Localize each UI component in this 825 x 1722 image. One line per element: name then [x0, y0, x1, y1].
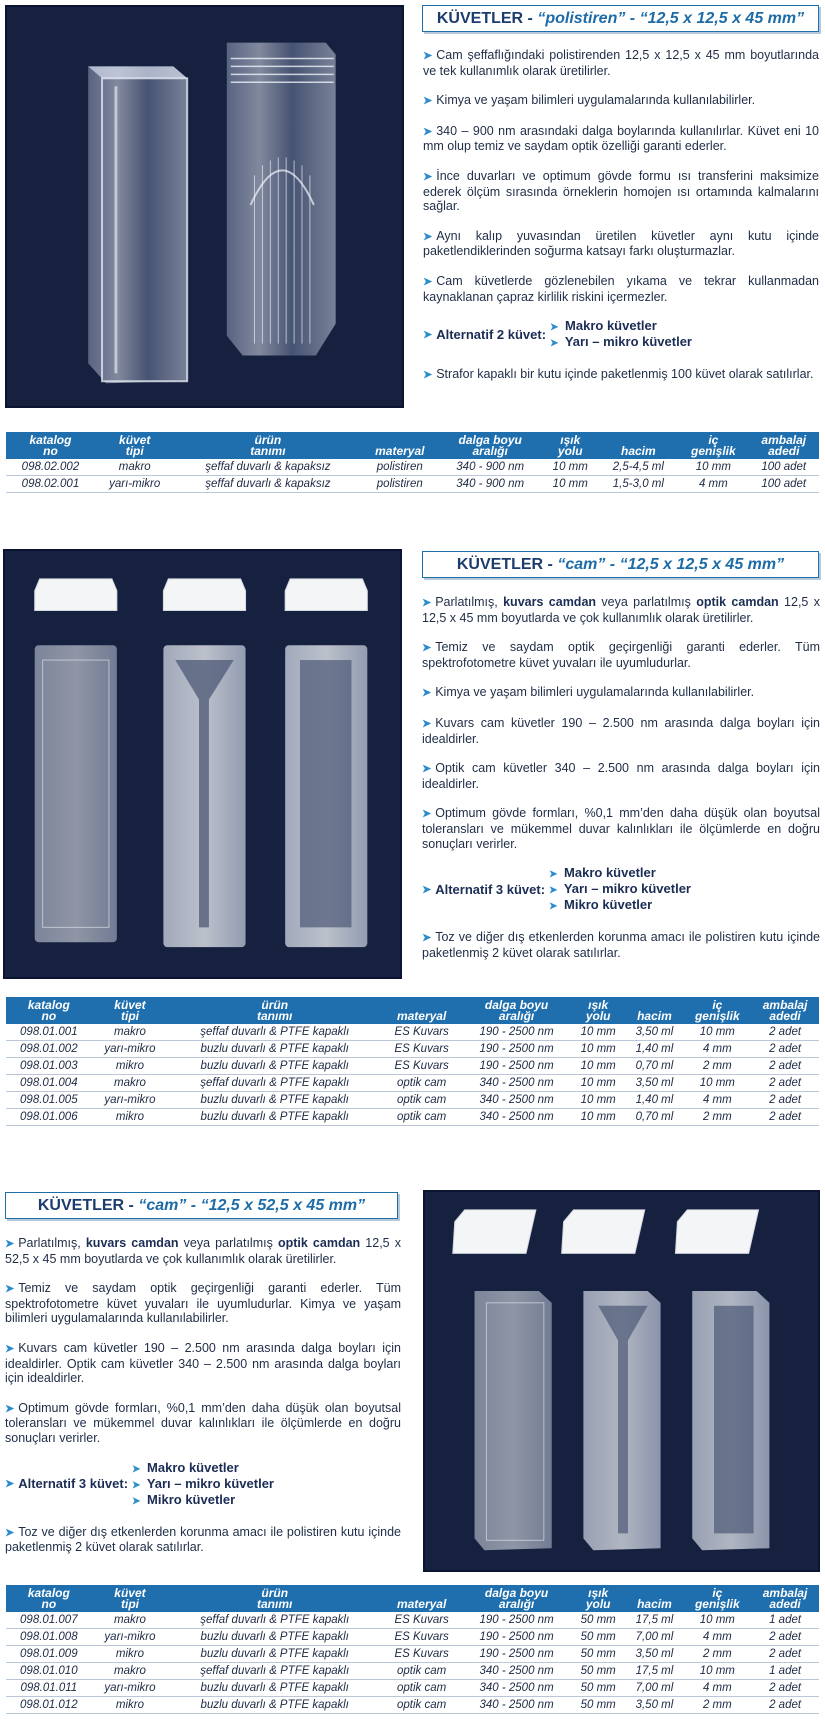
cell-wavelength-range: 190 - 2500 nm [462, 1024, 571, 1041]
header-light-path: ışık yolu [571, 1585, 625, 1612]
table-row [6, 1663, 819, 1680]
header-inner-width: iç genişlik [678, 432, 748, 459]
alternatives [5, 1461, 401, 1509]
cell-wavelength-range: 190 - 2500 nm [462, 1646, 571, 1663]
header-material: materyal [381, 997, 462, 1024]
cell-light-path: 50 mm [571, 1680, 625, 1697]
cell-material: ES Kuvars [381, 1058, 462, 1075]
cell-light-path: 50 mm [571, 1646, 625, 1663]
alternative-option: ➤ Makro küvetler [549, 865, 656, 881]
cell-product-description: şeffaf duvarlı & PTFE kapaklı [168, 1075, 381, 1092]
cell-wavelength-range: 190 - 2500 nm [462, 1629, 571, 1646]
alternatives [423, 319, 819, 351]
cell-volume: 3,50 ml [625, 1075, 683, 1092]
feature-item: ➤ Kimya ve yaşam bilimleri uygulamalarında kullanılabilirler. [422, 685, 755, 700]
cell-cuvette-type: makro [92, 1663, 169, 1680]
feature-item: ➤ Kuvars cam küvetler 190 – 2.500 nm arasında dalga boyları için idealdirler. [422, 715, 820, 746]
arrow-icon: ➤ [422, 597, 432, 609]
cell-material: optik cam [381, 1697, 462, 1714]
cell-light-path: 50 mm [571, 1663, 625, 1680]
cell-catalog-no: 098.01.003 [6, 1058, 92, 1075]
arrow-icon: ➤ [423, 230, 433, 243]
cell-product-description: şeffaf duvarlı & PTFE kapaklı [168, 1663, 381, 1680]
arrow-icon: ➤ [422, 763, 432, 776]
cell-package-qty: 100 adet [748, 459, 819, 476]
header-product-description: ürün tanımı [168, 997, 381, 1024]
cell-catalog-no: 098.01.007 [6, 1612, 92, 1629]
cell-package-qty: 2 adet [751, 1041, 819, 1058]
arrow-icon: ➤ [423, 369, 433, 382]
cell-wavelength-range: 190 - 2500 nm [462, 1058, 571, 1075]
alternatives-label: Alternatif 2 küvet: [436, 326, 547, 342]
arrow-icon: ➤ [423, 125, 433, 138]
table-row [6, 1680, 819, 1697]
arrow-icon: ➤ [422, 687, 432, 700]
header-inner-width: iç genişlik [683, 997, 751, 1024]
table-row [6, 476, 819, 493]
cell-material: ES Kuvars [381, 1612, 462, 1629]
cell-material: ES Kuvars [381, 1646, 462, 1663]
header-package-qty: ambalaj adedi [751, 997, 819, 1024]
table-row [6, 1646, 819, 1663]
cell-wavelength-range: 340 - 2500 nm [462, 1680, 571, 1697]
cell-wavelength-range: 340 - 2500 nm [462, 1075, 571, 1092]
cell-volume: 7,00 ml [625, 1629, 683, 1646]
cell-product-description: şeffaf duvarlı & kapaksız [175, 459, 362, 476]
header-material: materyal [381, 1585, 462, 1612]
feature-item: ➤ İnce duvarları ve optimum gövde formu ısı transferini maksimize ederek ölçüm sırasında örneklerin homojen ısı ortamında kalmalarını sağlar. [423, 168, 819, 214]
cell-light-path: 10 mm [571, 1075, 625, 1092]
cell-volume: 0,70 ml [625, 1109, 683, 1126]
cell-wavelength-range: 340 - 900 nm [438, 459, 542, 476]
cell-catalog-no: 098.01.009 [6, 1646, 92, 1663]
alternative-option: ➤ Makro küvetler [132, 1459, 239, 1475]
arrow-icon: ➤ [5, 1283, 15, 1296]
cuvette-image [425, 1192, 818, 1570]
feature-item: ➤ Aynı kalıp yuvasından üretilen küvetler aynı kutu içinde paketlendiklerinden soğurma katsayı farkı oluşturmazlar. [423, 228, 819, 259]
arrow-icon: ➤ [5, 1402, 15, 1415]
cell-catalog-no: 098.01.010 [6, 1663, 92, 1680]
feature-item: ➤ Optik cam küvetler 340 – 2.500 nm arasında dalga boyları için idealdirler. [422, 761, 820, 791]
cell-package-qty: 2 adet [751, 1697, 819, 1714]
cell-cuvette-type: yarı-mikro [92, 1629, 169, 1646]
cell-product-description: buzlu duvarlı & PTFE kapaklı [168, 1680, 381, 1697]
cuvette-image [5, 551, 400, 977]
cell-inner-width: 2 mm [683, 1109, 751, 1126]
cell-light-path: 10 mm [571, 1092, 625, 1109]
cuvette-image [7, 7, 402, 406]
arrow-icon: ➤ [422, 932, 432, 945]
cell-cuvette-type: makro [92, 1024, 169, 1041]
header-catalog-no: katalog no [6, 997, 92, 1024]
arrow-icon: ➤ [423, 95, 433, 108]
table-row [6, 1092, 819, 1109]
cell-light-path: 50 mm [571, 1697, 625, 1714]
spec-table [6, 997, 819, 1126]
arrow-icon: ➤ [5, 1478, 15, 1491]
cell-cuvette-type: mikro [92, 1058, 169, 1075]
cell-wavelength-range: 340 - 2500 nm [462, 1663, 571, 1680]
spec-table [6, 432, 819, 493]
cell-catalog-no: 098.02.001 [6, 476, 95, 493]
cell-light-path: 50 mm [571, 1629, 625, 1646]
header-light-path: ışık yolu [571, 997, 625, 1024]
alternative-option: ➤ Mikro küvetler [549, 897, 653, 913]
feature-item: ➤ 340 – 900 nm arasındaki dalga boylarında kullanılırlar. Küvet eni 10 mm olup temiz ve saydam optik özelliği garanti ederler. [423, 123, 819, 154]
arrow-icon: ➤ [5, 1342, 15, 1355]
cell-inner-width: 4 mm [683, 1041, 751, 1058]
cell-volume: 0,70 ml [625, 1058, 683, 1075]
cell-volume: 3,50 ml [625, 1646, 683, 1663]
cell-catalog-no: 098.01.001 [6, 1024, 92, 1041]
cell-package-qty: 100 adet [748, 476, 819, 493]
cell-catalog-no: 098.01.008 [6, 1629, 92, 1646]
feature-list [5, 1236, 401, 1570]
cell-material: optik cam [381, 1075, 462, 1092]
header-wavelength-range: dalga boyu aralığı [462, 1585, 571, 1612]
cell-light-path: 10 mm [571, 1058, 625, 1075]
cell-inner-width: 4 mm [683, 1680, 751, 1697]
feature-list [423, 48, 819, 398]
cell-product-description: buzlu duvarlı & PTFE kapaklı [168, 1646, 381, 1663]
cell-product-description: buzlu duvarlı & PTFE kapaklı [168, 1092, 381, 1109]
header-package-qty: ambalaj adedi [751, 1585, 819, 1612]
cell-volume: 3,50 ml [625, 1024, 683, 1041]
feature-item: ➤ Cam şeffaflığındaki polistirenden 12,5 x 12,5 x 45 mm boyutlarında ve tek kullanımlık olarak üretilirler. [423, 48, 819, 78]
cell-inner-width: 4 mm [678, 476, 748, 493]
arrow-icon: ➤ [422, 717, 432, 730]
arrow-icon: ➤ [5, 1526, 15, 1539]
cell-inner-width: 2 mm [683, 1058, 751, 1075]
alternative-option: ➤ Yarı – mikro küvetler [132, 1475, 274, 1491]
cell-cuvette-type: makro [92, 1612, 169, 1629]
cell-package-qty: 2 adet [751, 1024, 819, 1041]
arrow-icon: ➤ [423, 50, 433, 62]
cell-volume: 17,5 ml [625, 1612, 683, 1629]
header-volume: hacim [599, 432, 679, 459]
table-row [6, 459, 819, 476]
cell-volume: 17,5 ml [625, 1663, 683, 1680]
alternatives-label: Alternatif 3 küvet: [18, 1476, 129, 1492]
arrow-icon: ➤ [423, 328, 433, 341]
header-cuvette-type: küvet tipi [92, 1585, 169, 1612]
cell-cuvette-type: mikro [92, 1697, 169, 1714]
section-cam-52-5 [0, 1180, 825, 1722]
cell-light-path: 50 mm [571, 1612, 625, 1629]
cell-cuvette-type: yarı-mikro [92, 1092, 169, 1109]
cell-volume: 3,50 ml [625, 1697, 683, 1714]
cell-catalog-no: 098.01.004 [6, 1075, 92, 1092]
feature-item: ➤ Toz ve diğer dış etkenlerden korunma amacı ile polistiren kutu içinde paketlenmiş 2 küvet olarak satılırlar. [5, 1524, 401, 1555]
table-row [6, 1058, 819, 1075]
table-row [6, 1697, 819, 1714]
alternative-option: ➤ Yarı – mikro küvetler [550, 334, 692, 350]
cell-wavelength-range: 190 - 2500 nm [462, 1041, 571, 1058]
cell-package-qty: 2 adet [751, 1058, 819, 1075]
cell-catalog-no: 098.01.006 [6, 1109, 92, 1126]
arrow-icon: ➤ [422, 642, 432, 655]
header-volume: hacim [625, 997, 683, 1024]
cell-inner-width: 10 mm [683, 1663, 751, 1680]
cell-volume: 2,5-4,5 ml [599, 459, 679, 476]
cell-material: polistiren [361, 459, 438, 476]
feature-list [422, 595, 820, 975]
cell-product-description: şeffaf duvarlı & kapaksız [175, 476, 362, 493]
header-package-qty: ambalaj adedi [748, 432, 819, 459]
header-inner-width: iç genişlik [683, 1585, 751, 1612]
header-catalog-no: katalog no [6, 1585, 92, 1612]
feature-item: ➤ Toz ve diğer dış etkenlerden korunma amacı ile polistiren kutu içinde paketlenmiş 2 küvet olarak satılırlar. [422, 930, 820, 960]
cell-material: optik cam [381, 1680, 462, 1697]
product-photo-polystyrene [5, 5, 404, 408]
header-wavelength-range: dalga boyu aralığı [438, 432, 542, 459]
cell-package-qty: 2 adet [751, 1646, 819, 1663]
feature-item: ➤ Optimum gövde formları, %0,1 mm’den daha düşük olan boyutsal toleransları ve mükemmel duvar kalınlıkları ile ölçümlerde en doğru sonuçları verirler. [422, 806, 820, 851]
cell-catalog-no: 098.01.012 [6, 1697, 92, 1714]
cell-package-qty: 2 adet [751, 1680, 819, 1697]
cell-cuvette-type: makro [92, 1075, 169, 1092]
header-cuvette-type: küvet tipi [92, 997, 169, 1024]
feature-item: ➤ Temiz ve saydam optik geçirgenliği garanti ederler. Tüm spektrofotometre küvet yuvaları ile uyumludurlar. Kimya ve yaşam bilimleri uygulamalarında kullanılabilirler. [5, 1281, 401, 1326]
product-photo-glass-large [423, 1190, 820, 1572]
section-title: KÜVETLER - “cam” - “12,5 x 12,5 x 45 mm” [422, 551, 819, 578]
cell-package-qty: 1 adet [751, 1663, 819, 1680]
spec-table [6, 1585, 819, 1714]
cell-product-description: buzlu duvarlı & PTFE kapaklı [168, 1109, 381, 1126]
cell-package-qty: 2 adet [751, 1092, 819, 1109]
section-cam-12-5 [0, 545, 825, 1145]
cell-catalog-no: 098.01.005 [6, 1092, 92, 1109]
cell-wavelength-range: 340 - 900 nm [438, 476, 542, 493]
cell-product-description: şeffaf duvarlı & PTFE kapaklı [168, 1612, 381, 1629]
section-title: KÜVETLER - “cam” - “12,5 x 52,5 x 45 mm” [5, 1192, 398, 1219]
header-volume: hacim [625, 1585, 683, 1612]
cell-wavelength-range: 340 - 2500 nm [462, 1092, 571, 1109]
cell-material: optik cam [381, 1092, 462, 1109]
arrow-icon: ➤ [423, 170, 433, 183]
arrow-icon: ➤ [422, 883, 432, 896]
table-row [6, 1109, 819, 1126]
feature-item: ➤ Temiz ve saydam optik geçirgenliği garanti ederler. Tüm spektrofotometre küvet yuvaları ile uyumludurlar. [422, 640, 820, 670]
header-product-description: ürün tanımı [175, 432, 362, 459]
arrow-icon: ➤ [5, 1238, 15, 1250]
alternatives-label: Alternatif 3 küvet: [435, 881, 546, 897]
cell-cuvette-type: yarı-mikro [92, 1041, 169, 1058]
section-title: KÜVETLER - “polistiren” - “12,5 x 12,5 x 45 mm” [422, 5, 819, 32]
header-cuvette-type: küvet tipi [95, 432, 175, 459]
cell-material: polistiren [361, 476, 438, 493]
cell-catalog-no: 098.01.011 [6, 1680, 92, 1697]
alternative-option: ➤ Yarı – mikro küvetler [549, 881, 691, 897]
cell-catalog-no: 098.02.002 [6, 459, 95, 476]
cell-light-path: 10 mm [542, 476, 599, 493]
cell-inner-width: 2 mm [683, 1646, 751, 1663]
cell-light-path: 10 mm [571, 1109, 625, 1126]
cell-material: ES Kuvars [381, 1041, 462, 1058]
feature-item: ➤ Kuvars cam küvetler 190 – 2.500 nm arasında dalga boyları için idealdirler. Optik cam küvetler 340 – 2.500 nm arasında dalga boyları için idealdirler. [5, 1340, 401, 1386]
cell-package-qty: 1 adet [751, 1612, 819, 1629]
cell-light-path: 10 mm [571, 1041, 625, 1058]
cell-cuvette-type: mikro [92, 1646, 169, 1663]
alternative-option: ➤ Mikro küvetler [132, 1491, 236, 1507]
table-row [6, 1024, 819, 1041]
section-polistiren [0, 0, 825, 500]
cell-inner-width: 10 mm [683, 1075, 751, 1092]
header-catalog-no: katalog no [6, 432, 95, 459]
cell-cuvette-type: yarı-mikro [95, 476, 175, 493]
cell-cuvette-type: yarı-mikro [92, 1680, 169, 1697]
cell-product-description: buzlu duvarlı & PTFE kapaklı [168, 1697, 381, 1714]
cell-product-description: buzlu duvarlı & PTFE kapaklı [168, 1629, 381, 1646]
cell-package-qty: 2 adet [751, 1629, 819, 1646]
table-row [6, 1075, 819, 1092]
header-product-description: ürün tanımı [168, 1585, 381, 1612]
feature-item: ➤ Parlatılmış, kuvars camdan veya parlatılmış optik camdan 12,5 x 12,5 x 45 mm boyutlarda ve çok kullanımlık olarak üretilirler. [422, 595, 820, 625]
table-row [6, 1612, 819, 1629]
cell-wavelength-range: 190 - 2500 nm [462, 1612, 571, 1629]
cell-material: optik cam [381, 1109, 462, 1126]
cell-package-qty: 2 adet [751, 1075, 819, 1092]
cell-product-description: buzlu duvarlı & PTFE kapaklı [168, 1058, 381, 1075]
header-light-path: ışık yolu [542, 432, 599, 459]
product-photo-glass [3, 549, 402, 979]
cell-light-path: 10 mm [571, 1024, 625, 1041]
cell-cuvette-type: mikro [92, 1109, 169, 1126]
cell-package-qty: 2 adet [751, 1109, 819, 1126]
cell-catalog-no: 098.01.002 [6, 1041, 92, 1058]
feature-item: ➤ Strafor kapaklı bir kutu içinde paketlenmiş 100 küvet olarak satılırlar. [423, 367, 814, 382]
cell-wavelength-range: 340 - 2500 nm [462, 1109, 571, 1126]
cell-material: ES Kuvars [381, 1024, 462, 1041]
table-row [6, 1041, 819, 1058]
table-row [6, 1629, 819, 1646]
cell-inner-width: 10 mm [678, 459, 748, 476]
cell-volume: 1,5-3,0 ml [599, 476, 679, 493]
cell-inner-width: 2 mm [683, 1697, 751, 1714]
cell-volume: 1,40 ml [625, 1041, 683, 1058]
header-wavelength-range: dalga boyu aralığı [462, 997, 571, 1024]
cell-product-description: şeffaf duvarlı & PTFE kapaklı [168, 1024, 381, 1041]
feature-item: ➤ Parlatılmış, kuvars camdan veya parlatılmış optik camdan 12,5 x 52,5 x 45 mm boyutlarda ve çok kullanımlık olarak üretilirler. [5, 1236, 401, 1266]
arrow-icon: ➤ [422, 808, 432, 821]
cell-inner-width: 4 mm [683, 1629, 751, 1646]
feature-item: ➤ Cam küvetlerde gözlenebilen yıkama ve tekrar kullanmadan kaynaklanan çapraz kirlilik riskini içermezler. [423, 273, 819, 304]
feature-item: ➤ Kimya ve yaşam bilimleri uygulamalarında kullanılabilirler. [423, 93, 756, 108]
cell-wavelength-range: 340 - 2500 nm [462, 1697, 571, 1714]
cell-inner-width: 10 mm [683, 1024, 751, 1041]
cell-inner-width: 10 mm [683, 1612, 751, 1629]
cell-material: optik cam [381, 1663, 462, 1680]
cell-product-description: buzlu duvarlı & PTFE kapaklı [168, 1041, 381, 1058]
arrow-icon: ➤ [423, 275, 433, 288]
cell-inner-width: 4 mm [683, 1092, 751, 1109]
feature-item: ➤ Optimum gövde formları, %0,1 mm’den daha düşük olan boyutsal toleransları ve mükemmel duvar kalınlıkları ile ölçümlerde en doğru sonuçları verirler. [5, 1400, 401, 1445]
header-material: materyal [361, 432, 438, 459]
cell-volume: 7,00 ml [625, 1680, 683, 1697]
alternative-option: ➤ Makro küvetler [550, 318, 657, 334]
cell-material: ES Kuvars [381, 1629, 462, 1646]
cell-cuvette-type: makro [95, 459, 175, 476]
cell-volume: 1,40 ml [625, 1092, 683, 1109]
cell-light-path: 10 mm [542, 459, 599, 476]
alternatives [422, 866, 820, 914]
